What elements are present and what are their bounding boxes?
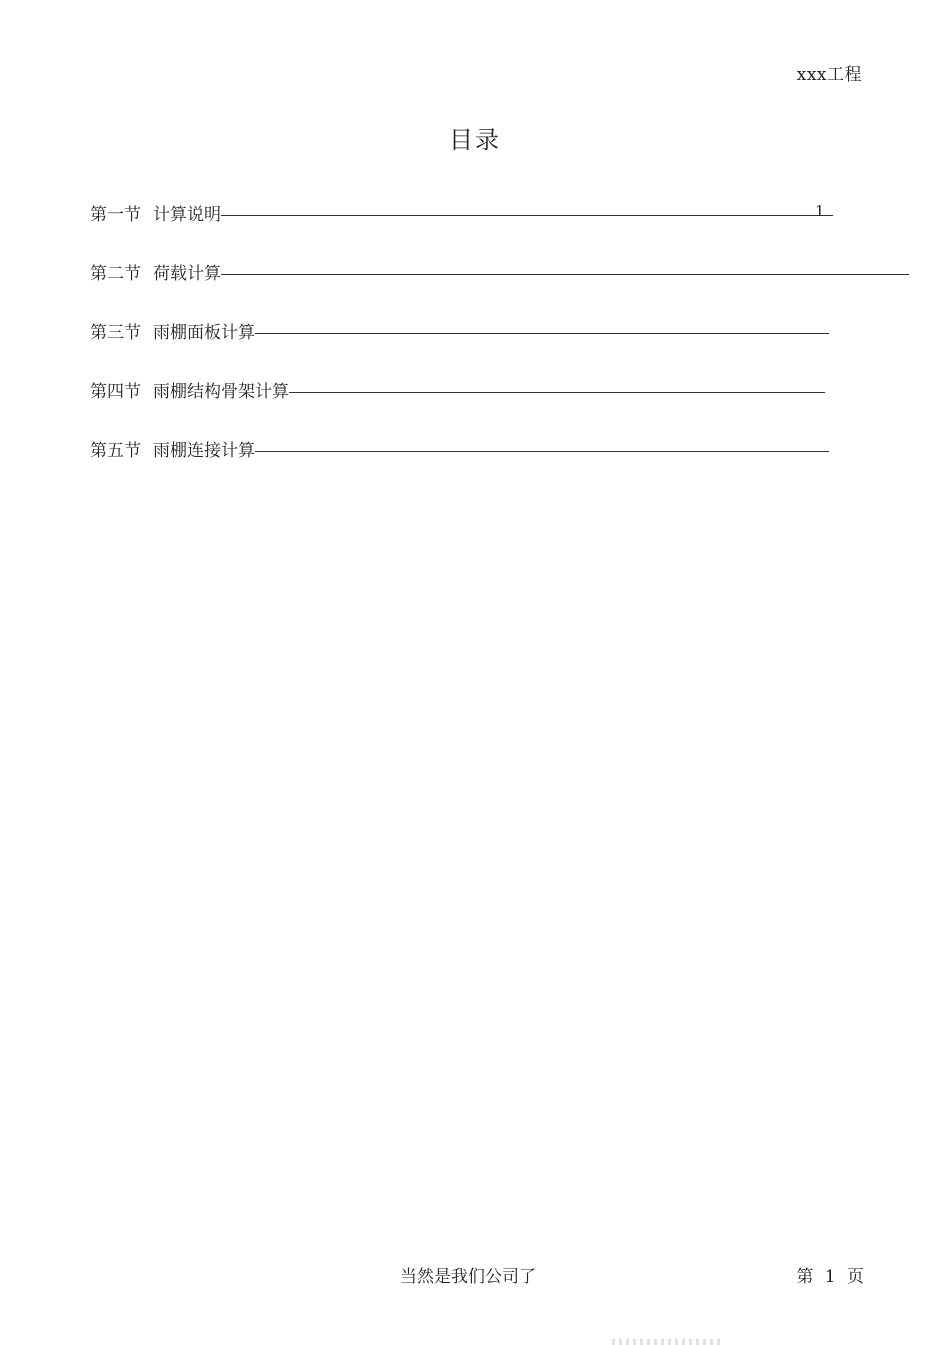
toc-leader-line bbox=[255, 451, 829, 452]
toc-section-title: 雨棚面板计算 bbox=[153, 323, 255, 343]
toc-section-title: 雨棚连接计算 bbox=[153, 441, 255, 461]
toc-section-number: 第三节 bbox=[90, 323, 141, 343]
table-of-contents bbox=[90, 200, 950, 495]
toc-page-number: 1 bbox=[815, 202, 825, 220]
footer-page-suffix: 页 bbox=[847, 1267, 864, 1287]
toc-section-title: 雨棚结构骨架计算 bbox=[153, 382, 289, 402]
footer-page-prefix: 第 bbox=[796, 1267, 814, 1287]
footer-page-number bbox=[796, 1262, 864, 1287]
page-title: 目录 bbox=[449, 126, 501, 154]
footer-page-value: 1 bbox=[824, 1267, 836, 1287]
toc-leader-line bbox=[255, 333, 829, 334]
toc-item-2[interactable] bbox=[90, 259, 950, 318]
toc-item-1[interactable] bbox=[90, 200, 950, 259]
header-project-name: xxx工程 bbox=[796, 65, 862, 85]
toc-section-title: 计算说明 bbox=[153, 205, 221, 225]
toc-leader-line bbox=[221, 274, 909, 275]
toc-section-number: 第五节 bbox=[90, 441, 141, 461]
toc-section-number: 第二节 bbox=[90, 264, 141, 284]
scan-artifact bbox=[612, 1339, 722, 1345]
toc-item-5[interactable] bbox=[90, 436, 950, 495]
toc-section-title: 荷载计算 bbox=[153, 264, 221, 284]
toc-leader-line bbox=[289, 392, 825, 393]
toc-section-number: 第四节 bbox=[90, 382, 141, 402]
toc-item-4[interactable] bbox=[90, 377, 950, 436]
toc-leader-line bbox=[221, 215, 833, 216]
footer-company-name: 当然是我们公司了 bbox=[400, 1267, 536, 1287]
toc-section-number: 第一节 bbox=[90, 205, 141, 225]
toc-item-3[interactable] bbox=[90, 318, 950, 377]
